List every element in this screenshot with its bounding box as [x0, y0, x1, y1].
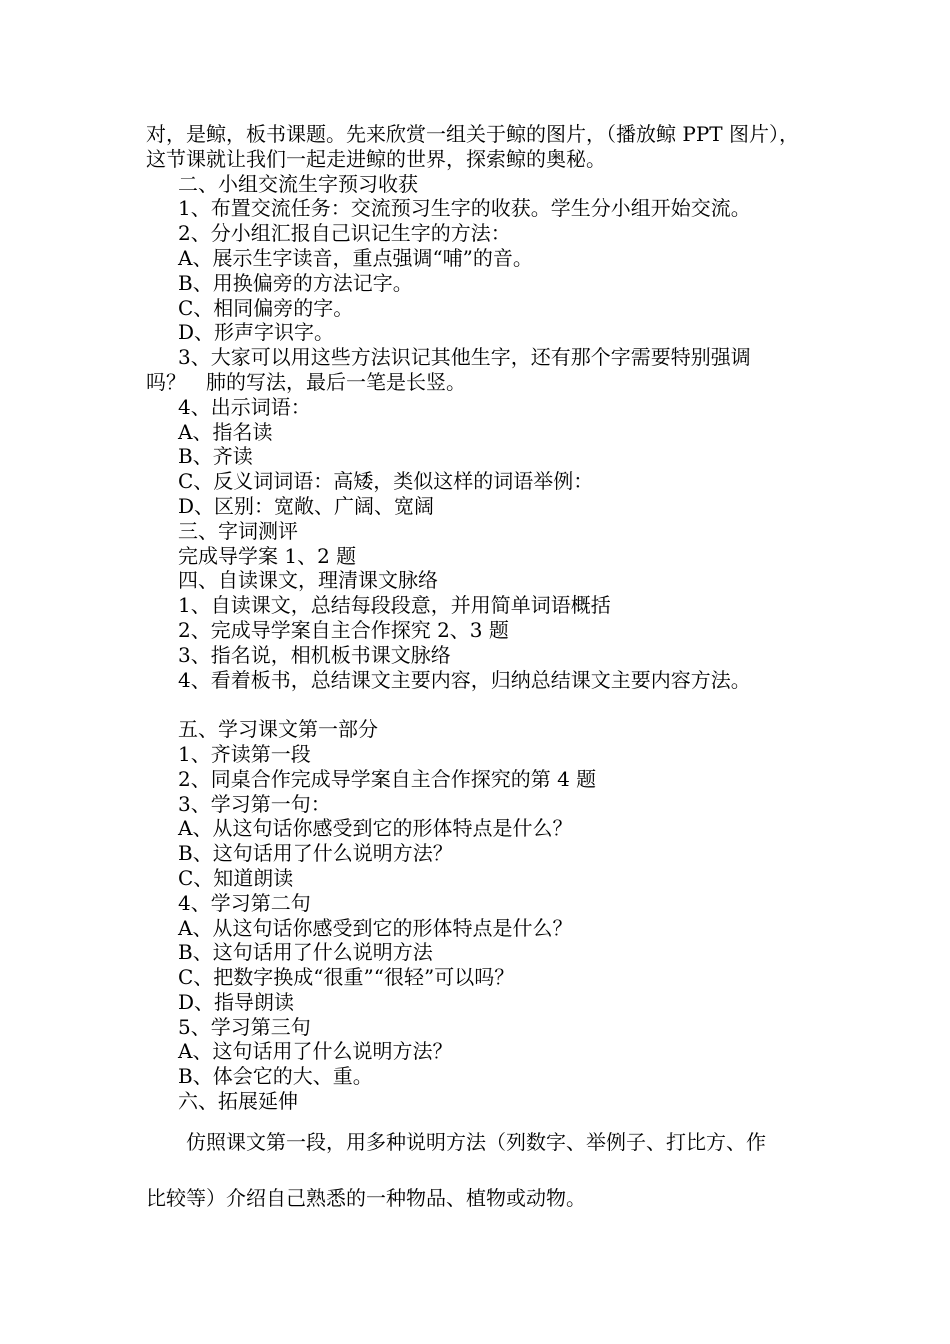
- section-heading-2: 二、小组交流生字预习收获: [178, 171, 418, 196]
- blank-line: [146, 692, 810, 717]
- document-body: [146, 122, 810, 1214]
- list-item: C、把数字换成“很重”“很轻”可以吗？: [178, 965, 515, 990]
- intro-line-1: 对，是鲸，板书课题。先来欣赏一组关于鲸的图片，（播放鲸 PPT 图片），: [146, 122, 799, 146]
- list-item: A、从这句话你感受到它的形体特点是什么？: [178, 915, 573, 940]
- section-heading-4: 四、自读课文，理清课文脉络: [178, 568, 438, 593]
- list-item: 2、完成导学案自主合作探究 2、3 题: [178, 617, 509, 642]
- list-item: 1、布置交流任务：交流预习生字的收获。学生分小组开始交流。: [178, 196, 751, 221]
- list-item: 3、大家可以用这些方法识记其他生字，还有那个字需要特别强调: [178, 345, 751, 370]
- list-item: 2、同桌合作完成导学案自主合作探究的第 4 题: [178, 766, 597, 791]
- list-item: 3、指名说，相机板书课文脉络: [178, 642, 451, 667]
- list-item: 4、看着板书，总结课文主要内容，归纳总结课文主要内容方法。: [178, 667, 751, 692]
- list-item: 5、学习第三句: [178, 1014, 311, 1039]
- list-item: 3、学习第一句：: [178, 791, 331, 816]
- list-item: C、相同偏旁的字。: [178, 295, 354, 320]
- list-item: 2、分小组汇报自己识记生字的方法：: [178, 221, 511, 246]
- list-item: A、从这句话你感受到它的形体特点是什么？: [178, 816, 573, 841]
- section-heading-5: 五、学习课文第一部分: [178, 717, 378, 742]
- list-item: A、展示生字读音，重点强调“哺”的音。: [178, 245, 533, 270]
- intro-line-2: 这节课就让我们一起走进鲸的世界，探索鲸的奥秘。: [146, 146, 606, 171]
- list-item: 完成导学案 1、2 题: [178, 543, 357, 568]
- list-item: B、这句话用了什么说明方法？: [178, 841, 453, 866]
- extension-paragraph: [146, 1126, 810, 1214]
- section-heading-6: 六、拓展延伸: [178, 1089, 298, 1114]
- section-heading-3: 三、字词测评: [178, 518, 298, 543]
- paragraph-line-2: 比较等）介绍自己熟悉的一种物品、植物或动物。: [146, 1185, 586, 1210]
- list-item: 4、出示词语：: [178, 394, 311, 419]
- list-item: 1、齐读第一段: [178, 741, 311, 766]
- list-item: C、知道朗读: [178, 865, 294, 890]
- list-item-continuation: 吗？ 肺的写法，最后一笔是长竖。: [146, 369, 466, 394]
- list-item: D、区别：宽敞、广阔、宽阔: [178, 493, 435, 518]
- list-item: C、反义词词语：高矮，类似这样的词语举例：: [178, 469, 594, 494]
- paragraph-line-1: 仿照课文第一段，用多种说明方法（列数字、举例子、打比方、作: [186, 1129, 766, 1154]
- list-item: B、用换偏旁的方法记字。: [178, 270, 413, 295]
- list-item: 4、学习第二句: [178, 890, 311, 915]
- list-item: A、这句话用了什么说明方法？: [178, 1039, 453, 1064]
- list-item: B、这句话用了什么说明方法: [178, 940, 433, 965]
- list-item: 1、自读课文，总结每段段意，并用简单词语概括: [178, 593, 611, 618]
- list-item: B、齐读: [178, 444, 253, 469]
- list-item: A、指名读: [178, 419, 273, 444]
- list-item: D、形声字识字。: [178, 320, 335, 345]
- list-item: B、体会它的大、重。: [178, 1064, 373, 1089]
- list-item: D、指导朗读: [178, 989, 295, 1014]
